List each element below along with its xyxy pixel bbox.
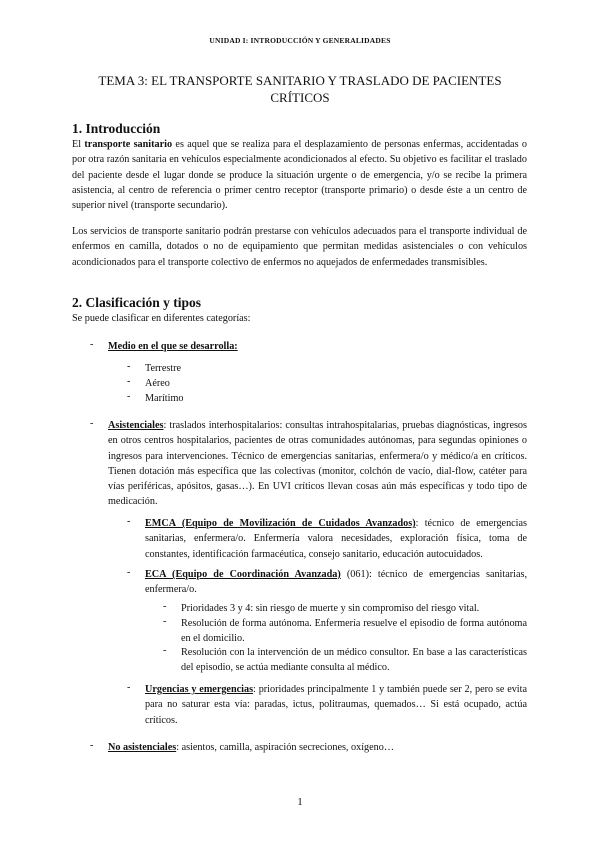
no-asistenciales-label: No asistenciales — [108, 742, 177, 753]
urgencias-item — [145, 682, 527, 728]
medio-item-terrestre: Terrestre — [145, 363, 182, 374]
p1-bold-term: transporte sanitario — [84, 139, 173, 150]
p1-lead: El — [72, 139, 85, 150]
title-line-1: TEMA 3: EL TRANSPORTE SANITARIO Y TRASLADO DE PACIENTES — [98, 73, 502, 88]
medio-item-maritimo: Marítimo — [145, 393, 184, 404]
eca-text: (061): técnico de emergencias sanitarias, enfermera/o. — [145, 569, 527, 596]
eca-subitem-1: Prioridades 3 y 4: sin riesgo de muerte y sin compromiso del riesgo vital. — [181, 603, 480, 614]
eca-label: ECA (Equipo de Coordinación Avanzada) — [145, 569, 341, 580]
medio-label: Medio en el que se desarrolla: — [108, 341, 238, 352]
intro-paragraph-2: Los servicios de transporte sanitario podrán prestarse con vehículos adecuados para el transporte individual de enfermos en camilla, dotados o no de equipamiento que permitan medidas asistenciales o con vehículos acondicionados para el transporte colectivo de enfermos no aquejados de enfermedades transmisibles. — [72, 226, 527, 268]
bullet-dash: - — [163, 645, 167, 656]
no-asistenciales-text: : asientos, camilla, aspiración secreciones, oxígeno… — [176, 742, 395, 753]
emca-item — [145, 516, 527, 562]
eca-subitem-3: Resolución con la intervención de un médico consultor. En base a las características del episodio, se actúa mediante consulta al médico. — [181, 647, 527, 674]
bullet-dash: - — [90, 418, 94, 429]
bullet-dash: - — [127, 391, 131, 402]
intro-paragraph-1 — [72, 137, 527, 213]
page-title — [80, 72, 520, 106]
section-2-heading: 2. Clasificación y tipos — [72, 295, 202, 310]
section-1-heading: 1. Introducción — [72, 121, 161, 136]
bullet-dash: - — [90, 339, 94, 350]
bullet-dash: - — [127, 567, 131, 578]
asistenciales-text: : traslados interhospitalarios: consultas intrahospitalarias, pruebas diagnósticas, ingresos en otros centros hospitalarios, pacientes de otras comunidades autónomas, para segundas opiniones o ingresos para intervenciones. Técnico de emergencias sanitarias, enfermera/o y médico/a en críticos. Tienen dotación más específica que las colectivas (monitor, colchón de vacío, dial-flow, catéter para vías periféricas, apósitos, gasas…). En UVI críticos llevan cosas aún más específicas y todo tipo de medicación. — [108, 420, 527, 508]
no-asistenciales-item — [108, 740, 394, 755]
urgencias-label: Urgencias y emergencias — [145, 684, 254, 695]
bullet-dash: - — [127, 376, 131, 387]
asistenciales-item — [108, 418, 527, 510]
p1-rest: es aquel que se realiza para el desplazamiento de personas enfermas, accidentadas o por otra razón sanitaria en vehículos especialmente acondicionados al efecto. Su objetivo es facilitar el traslado del paciente desde el lugar donde se produce la situación urgente o de emergencia, y/o se recibe la primera asistencia, al centro de referencia o primer centro receptor (transporte primario) o desde éste a un centro de superior nivel (transporte secundario). — [72, 139, 527, 212]
medio-item-aereo: Aéreo — [145, 378, 170, 389]
emca-text: : técnico de emergencias sanitarias, enfermera/o. Enfermería valora necesidades, exploración física, toma de constantes, identificación farmacéutica, consejo sanitario, educación autocuidados. — [145, 518, 527, 560]
title-line-2: CRÍTICOS — [270, 90, 330, 105]
bullet-dash: - — [163, 601, 167, 612]
page-number: 1 — [297, 796, 303, 808]
eca-subitem-2: Resolución de forma autónoma. Enfermería resuelve el episodio de forma autónoma en el domicilio. — [181, 618, 527, 645]
eca-item — [145, 567, 527, 598]
bullet-dash: - — [127, 516, 131, 527]
bullet-dash: - — [163, 616, 167, 627]
bullet-dash: - — [127, 682, 131, 693]
unit-header: UNIDAD I: INTRODUCCIÓN Y GENERALIDADES — [209, 36, 391, 45]
asistenciales-label: Asistenciales — [108, 420, 164, 431]
bullet-dash: - — [90, 740, 94, 751]
emca-label: EMCA (Equipo de Movilización de Cuidados Avanzados) — [145, 518, 416, 529]
section-2-intro: Se puede clasificar en diferentes categorías: — [72, 313, 251, 324]
urgencias-text: : prioridades principalmente 1 y también puede ser 2, pero se evita para no saturar esta vía: paradas, ictus, politraumas, quemados… Si está ocupado, actúa críticos. — [145, 684, 527, 726]
bullet-dash: - — [127, 361, 131, 372]
